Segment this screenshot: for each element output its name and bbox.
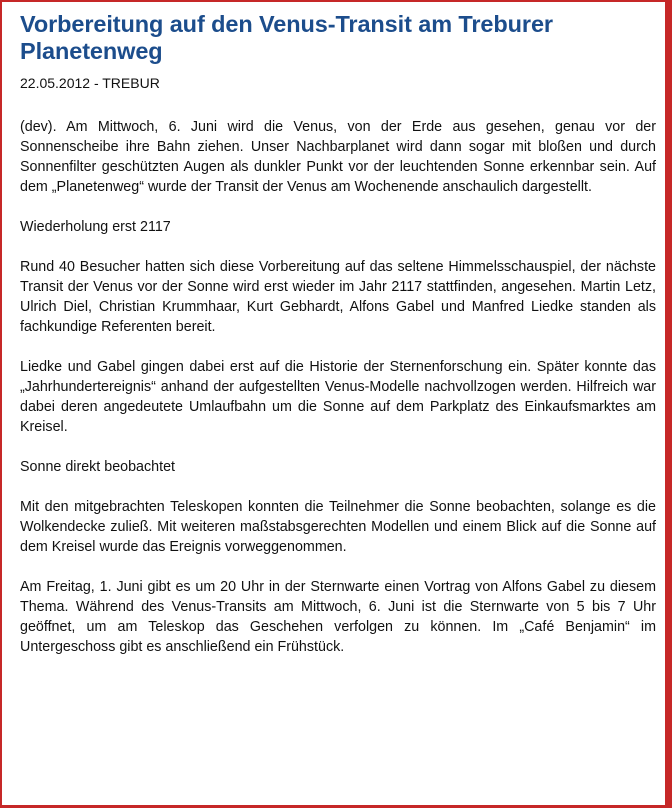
article-paragraph: Liedke und Gabel gingen dabei erst auf die Historie der Sternenforschung ein. Später konnte das „Jahrhundertereignis“ anhand der aufgestellten Venus-Modelle nachvollzogen werden. Hilfreich war dabei deren angedeutete Umlaufbahn um die Sonne auf dem Parkplatz des Einkaufsmarktes am Kreisel. bbox=[20, 359, 656, 435]
article-dateline: 22.05.2012 - TREBUR bbox=[20, 75, 160, 91]
article-title: Vorbereitung auf den Venus-Transit am Treburer Planetenweg bbox=[20, 11, 553, 64]
article-subheading: Sonne direkt beobachtet bbox=[20, 459, 175, 475]
article-body bbox=[20, 117, 656, 657]
article-paragraph: (dev). Am Mittwoch, 6. Juni wird die Venus, von der Erde aus gesehen, genau vor der Sonnenscheibe ihre Bahn ziehen. Unser Nachbarplanet wird dann sogar mit bloßen und durch Sonnenfilter geschützten Augen als dunkler Punkt vor der leuchtenden Sonne erkennbar sein. Auf dem „Planetenweg“ wurde der Transit der Venus am Wochenende anschaulich dargestellt. bbox=[20, 119, 656, 195]
article-subheading: Wiederholung erst 2117 bbox=[20, 219, 171, 235]
article-content bbox=[20, 11, 656, 677]
article-paragraph: Rund 40 Besucher hatten sich diese Vorbereitung auf das seltene Himmelsschauspiel, der nächste Transit der Venus vor der Sonne wird erst wieder im Jahr 2117 stattfinden, angesehen. Martin Letz, Ulrich Diel, Christian Krummhaar, Kurt Gebhardt, Alfons Gabel und Manfred Liedke standen als fachkundige Referenten bereit. bbox=[20, 259, 656, 335]
article-paragraph: Am Freitag, 1. Juni gibt es um 20 Uhr in der Sternwarte einen Vortrag von Alfons Gabel zu diesem Thema. Während des Venus-Transits am Mittwoch, 6. Juni ist die Sternwarte von 5 bis 7 Uhr geöffnet, um am Teleskop das Geschehen verfolgen zu können. Im „Café Benjamin“ im Untergeschoss gibt es anschließend ein Frühstück. bbox=[20, 579, 656, 655]
article-paragraph: Mit den mitgebrachten Teleskopen konnten die Teilnehmer die Sonne beobachten, solange es die Wolkendecke zuließ. Mit weiteren maßstabsgerechten Modellen und einem Blick auf die Sonne auf dem Kreisel wurde das Ereignis vorweggenommen. bbox=[20, 499, 656, 555]
